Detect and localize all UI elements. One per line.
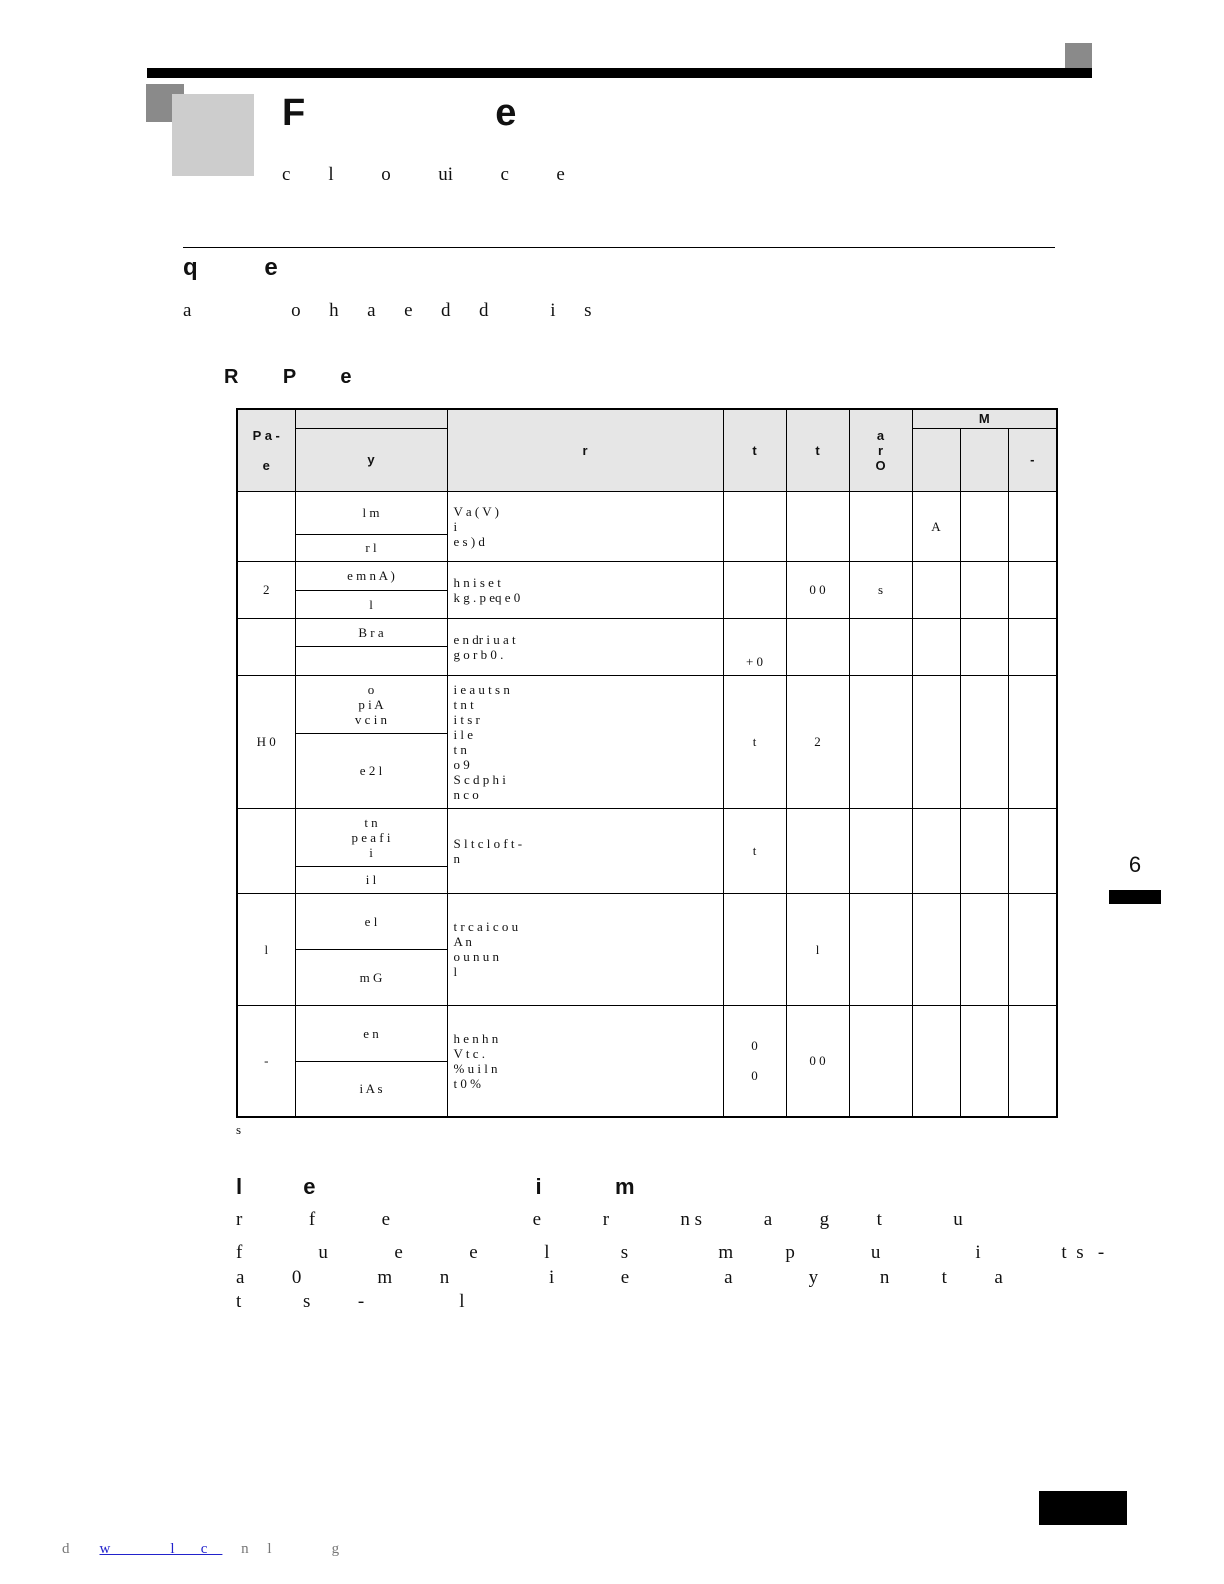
row-method-1 <box>912 893 960 1005</box>
header-group-methods: M <box>912 409 1057 428</box>
footer <box>62 1541 662 1563</box>
row-change <box>849 675 912 808</box>
row-param <box>237 808 295 893</box>
footer-prefix: d <box>62 1541 100 1557</box>
table-heading: R P e <box>224 366 352 388</box>
section2-line-4: t s - l <box>236 1291 465 1312</box>
section2-line-2: f u e e l s m p u i t s - <box>236 1242 1105 1263</box>
row-default <box>786 618 849 675</box>
row-name-bottom: l <box>295 590 447 618</box>
row-method-2 <box>960 808 1008 893</box>
chapter-square-light <box>172 94 254 176</box>
row-name-top: o p i A v c i n <box>295 675 447 733</box>
row-method-2 <box>960 491 1008 561</box>
row-method-1 <box>912 618 960 675</box>
row-range: 0 0 <box>723 1005 786 1117</box>
row-name-top: e l <box>295 893 447 949</box>
row-method-2 <box>960 675 1008 808</box>
row-name-bottom: r l <box>295 534 447 561</box>
row-default <box>786 808 849 893</box>
row-param: H 0 <box>237 675 295 808</box>
chapter-tab-number: 6 <box>1128 852 1142 877</box>
row-change <box>849 893 912 1005</box>
row-method-2 <box>960 1005 1008 1117</box>
row-method-1 <box>912 808 960 893</box>
section2-line-1: r f e e r n s a g t u <box>236 1209 963 1230</box>
row-name-bottom: m G <box>295 949 447 1005</box>
row-range: + 0 <box>723 618 786 675</box>
row-param: - <box>237 1005 295 1117</box>
row-method-2 <box>960 893 1008 1005</box>
row-method-1 <box>912 561 960 618</box>
row-method-3 <box>1008 675 1057 808</box>
chapter-title: F e <box>282 92 517 134</box>
header-method-1 <box>912 428 960 491</box>
corner-square-decoration <box>1065 43 1092 69</box>
section-intro: a o h a e d d i s <box>183 300 592 321</box>
row-description: V a ( V ) i e s ) d <box>447 491 723 561</box>
chapter-tab-bar <box>1109 890 1161 904</box>
row-method-1 <box>912 1005 960 1117</box>
row-param <box>237 618 295 675</box>
row-default: 2 <box>786 675 849 808</box>
footer-link[interactable]: w l c <box>99 1541 223 1557</box>
row-default: 0 0 <box>786 1005 849 1117</box>
row-method-3 <box>1008 618 1057 675</box>
row-change <box>849 1005 912 1117</box>
header-default: t <box>786 409 849 491</box>
section-title: q e <box>183 254 278 281</box>
row-method-2 <box>960 561 1008 618</box>
row-name-bottom: e 2 l <box>295 733 447 808</box>
row-change: s <box>849 561 912 618</box>
page-number-block <box>1039 1491 1127 1525</box>
row-method-3 <box>1008 491 1057 561</box>
section-divider <box>183 247 1055 248</box>
header-param-no: P a - e <box>237 409 295 491</box>
header-rule <box>147 68 1092 78</box>
row-range <box>723 561 786 618</box>
header-name-display: y <box>295 428 447 491</box>
row-default: l <box>786 893 849 1005</box>
row-range: t <box>723 675 786 808</box>
row-name-top: e m n A ) <box>295 561 447 590</box>
row-description: e n dr i u a t g o r b 0 . <box>447 618 723 675</box>
header-description: r <box>447 409 723 491</box>
row-default <box>786 491 849 561</box>
row-description: t r c a i c o u A n o u n u n l <box>447 893 723 1005</box>
row-description: h n i s e t k g . p eq e 0 <box>447 561 723 618</box>
row-method-2 <box>960 618 1008 675</box>
row-method-3 <box>1008 561 1057 618</box>
row-description: h e n h n V t c . % u i l n t 0 % <box>447 1005 723 1117</box>
row-param: l <box>237 893 295 1005</box>
row-name-top: l m <box>295 491 447 534</box>
row-change <box>849 808 912 893</box>
section2-title: l e i m <box>236 1174 635 1199</box>
row-method-3 <box>1008 808 1057 893</box>
row-param <box>237 491 295 561</box>
row-method-3 <box>1008 1005 1057 1117</box>
footer-suffix: n l g <box>222 1541 340 1557</box>
header-change-during-op: a r O <box>849 409 912 491</box>
header-range: t <box>723 409 786 491</box>
row-name-bottom <box>295 646 447 675</box>
row-default: 0 0 <box>786 561 849 618</box>
row-range <box>723 491 786 561</box>
row-name-top: e n <box>295 1005 447 1061</box>
row-method-3 <box>1008 893 1057 1005</box>
row-range: t <box>723 808 786 893</box>
row-description: i e a u t s n t n t i t s r i l e t n o 9 S c d p h i n c o <box>447 675 723 808</box>
parameter-table <box>236 408 1058 1118</box>
header-method-3: - <box>1008 428 1057 491</box>
row-change <box>849 491 912 561</box>
row-description: S l t c l o f t - n <box>447 808 723 893</box>
row-param: 2 <box>237 561 295 618</box>
row-name-bottom: i l <box>295 866 447 893</box>
table-footnote: s <box>236 1122 242 1137</box>
chapter-subtitle: c l o ui c e <box>282 164 565 185</box>
row-method-1: A <box>912 491 960 561</box>
row-change <box>849 618 912 675</box>
row-name-bottom: i A s <box>295 1061 447 1117</box>
row-range <box>723 893 786 1005</box>
row-name-top: t n p e a f i i <box>295 808 447 866</box>
header-name-top <box>295 409 447 428</box>
section2-line-3: a 0 m n i e a y n t a <box>236 1267 1003 1288</box>
row-method-1 <box>912 675 960 808</box>
row-name-top: B r a <box>295 618 447 646</box>
header-method-2 <box>960 428 1008 491</box>
